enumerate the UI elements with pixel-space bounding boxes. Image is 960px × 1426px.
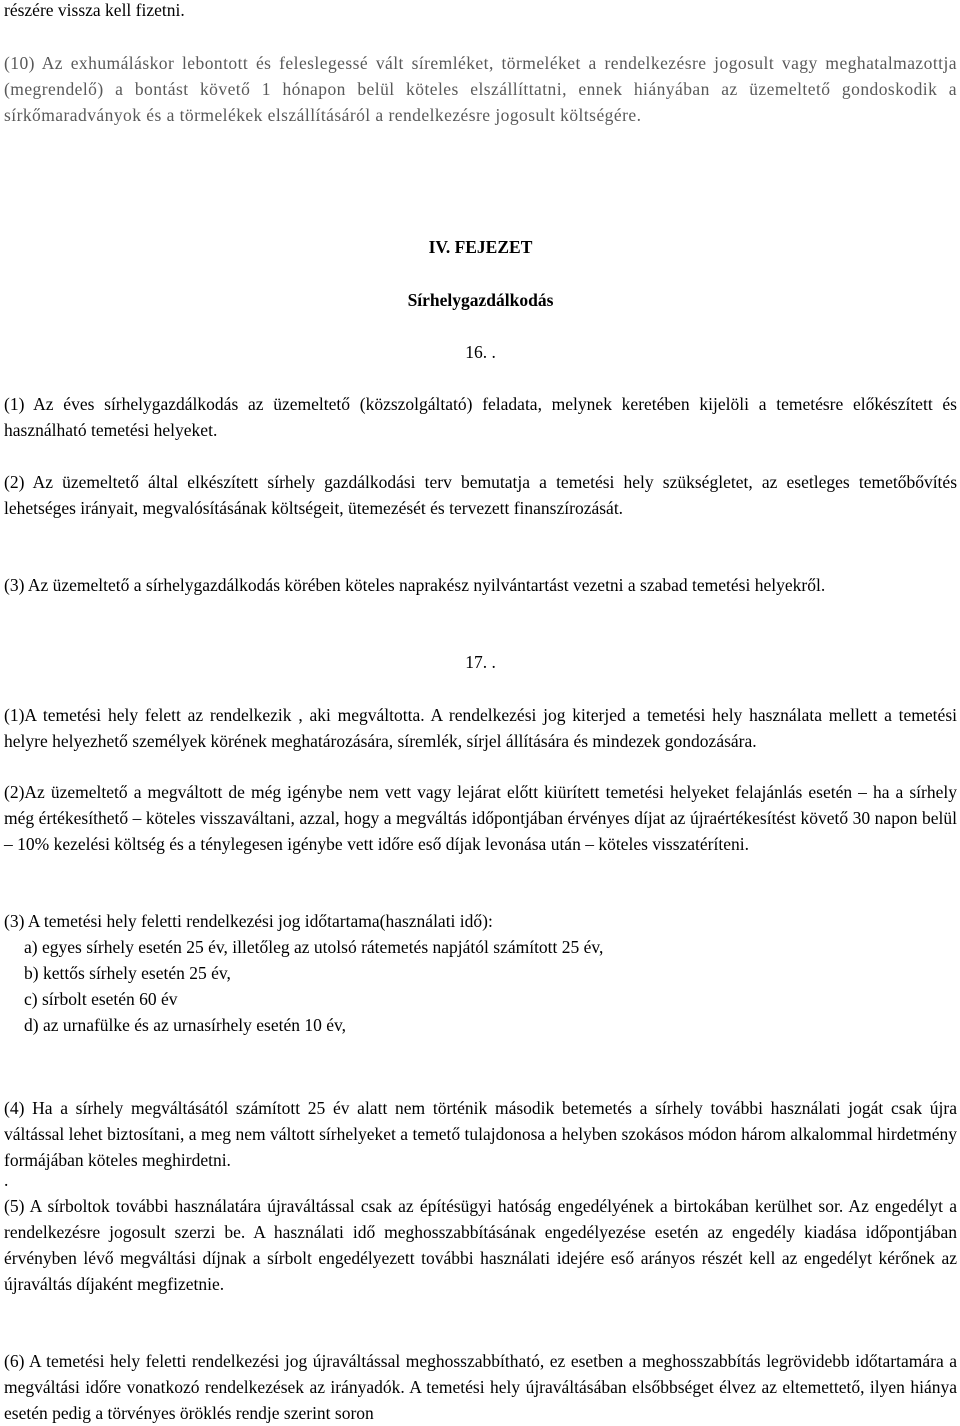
section-17-paragraph-5: (5) A sírboltok további használatára újraváltással csak az építésügyi hatóság engedélyének a birtokában kerülhet sor. Az engedélyt a rendelkezésre jogosult szerzi be. A használati idő meghosszabbításának engedélyezése esetén az engedély kiadása időpontjában érvényben lévő megváltási díjnak a sírbolt engedélyezett további használati idejére eső arányos részét kell az engedélyt kérőnek az újraváltás díjaként megfizetnie.	[4, 1196, 957, 1294]
section-17-paragraph-6: (6) A temetési hely feletti rendelkezési jog újraváltással meghosszabbítható, ez esetben a meghosszabbítás legrövidebb időtartamára a megváltási időre vonatkozó rendelkezések az irányadók. A temetési hely újraváltásában elsőbbséget élvez az eltemettető, ilyen hiánya esetén pedig a törvényes öröklés rendje szerint soron	[4, 1351, 957, 1423]
section-17-paragraph-2: (2)Az üzemeltető a megváltott de még igénybe nem vett vagy lejárat előtt kiürített temetési helyeket felajánlás esetén – ha a sírhely még értékesíthető – köteles visszaváltani, azzal, hogy a megváltás időpontjában érvényes díjat az újraértékesítést követő 30 napon belül – 10% kezelési költség és a ténylegesen igénybe vett időre eső díjak levonása után – köteles visszatéríteni.	[4, 782, 957, 854]
list-item: d) az urnafülke és az urnasírhely esetén 10 év,	[24, 1015, 346, 1035]
top-line: részére vissza kell fizetni.	[4, 0, 185, 20]
dot-line: .	[4, 1170, 9, 1190]
chapter-title: IV. FEJEZET	[428, 237, 533, 257]
section-17-paragraph-4: (4) Ha a sírhely megváltásától számított 25 év alatt nem történik második betemetés a sírhely további használati jogát csak újra váltással lehet biztosítani, a meg nem váltott sírhelyeket a temető tulajdonosa a helyben szokásos módon három alkalommal hirdetmény formájában köteles meghirdetni.	[4, 1098, 957, 1170]
chapter-subtitle: Sírhelygazdálkodás	[407, 290, 554, 310]
section-16-paragraph-3: (3) Az üzemeltető a sírhelygazdálkodás körében köteles naprakész nyilvántartást vezetni a szabad temetési helyekről.	[4, 575, 826, 595]
usage-period-list	[4, 934, 603, 1038]
section-16-paragraph-1: (1) Az éves sírhelygazdálkodás az üzemeltető (közszolgáltató) feladata, melynek keretében kijelöli a temetésre előkészített és használható temetési helyeket.	[4, 394, 957, 440]
paragraph-10: (10) Az exhumáláskor lebontott és feleslegessé vált síremléket, törmeléket a rendelkezésre jogosult vagy meghatalmazottja (megrendelő) a bontást követő 1 hónapon belül köteles elszállíttatni, ennek hiányában az üzemeltető gondoskodik a sírkőmaradványok és a törmelékek elszállításáról a rendelkezésre jogosult költségére.	[4, 53, 957, 125]
list-item: b) kettős sírhely esetén 25 év,	[24, 963, 231, 983]
section-17-paragraph-3: (3) A temetési hely feletti rendelkezési jog időtartama(használati idő):	[4, 911, 493, 931]
list-item: a) egyes sírhely esetén 25 év, illetőleg az utolsó rátemetés napjától számított 25 év,	[24, 937, 604, 957]
section-16-number: 16. .	[465, 342, 496, 362]
section-17-paragraph-1: (1)A temetési hely felett az rendelkezik , aki megváltotta. A rendelkezési jog kiterjed a temetési hely használata mellett a temetési helyre helyezhető személyek körének meghatározására, síremlék, sírjel állítására és mindezek gondozására.	[4, 705, 957, 751]
section-17-number: 17. .	[465, 652, 496, 672]
section-16-paragraph-2: (2) Az üzemeltető által elkészített sírhely gazdálkodási terv bemutatja a temetési hely szükségletet, az esetleges temetőbővítés lehetséges irányait, megvalósításának költségeit, ütemezését és tervezett finanszírozását.	[4, 472, 957, 518]
list-item: c) sírbolt esetén 60 év	[24, 989, 178, 1009]
